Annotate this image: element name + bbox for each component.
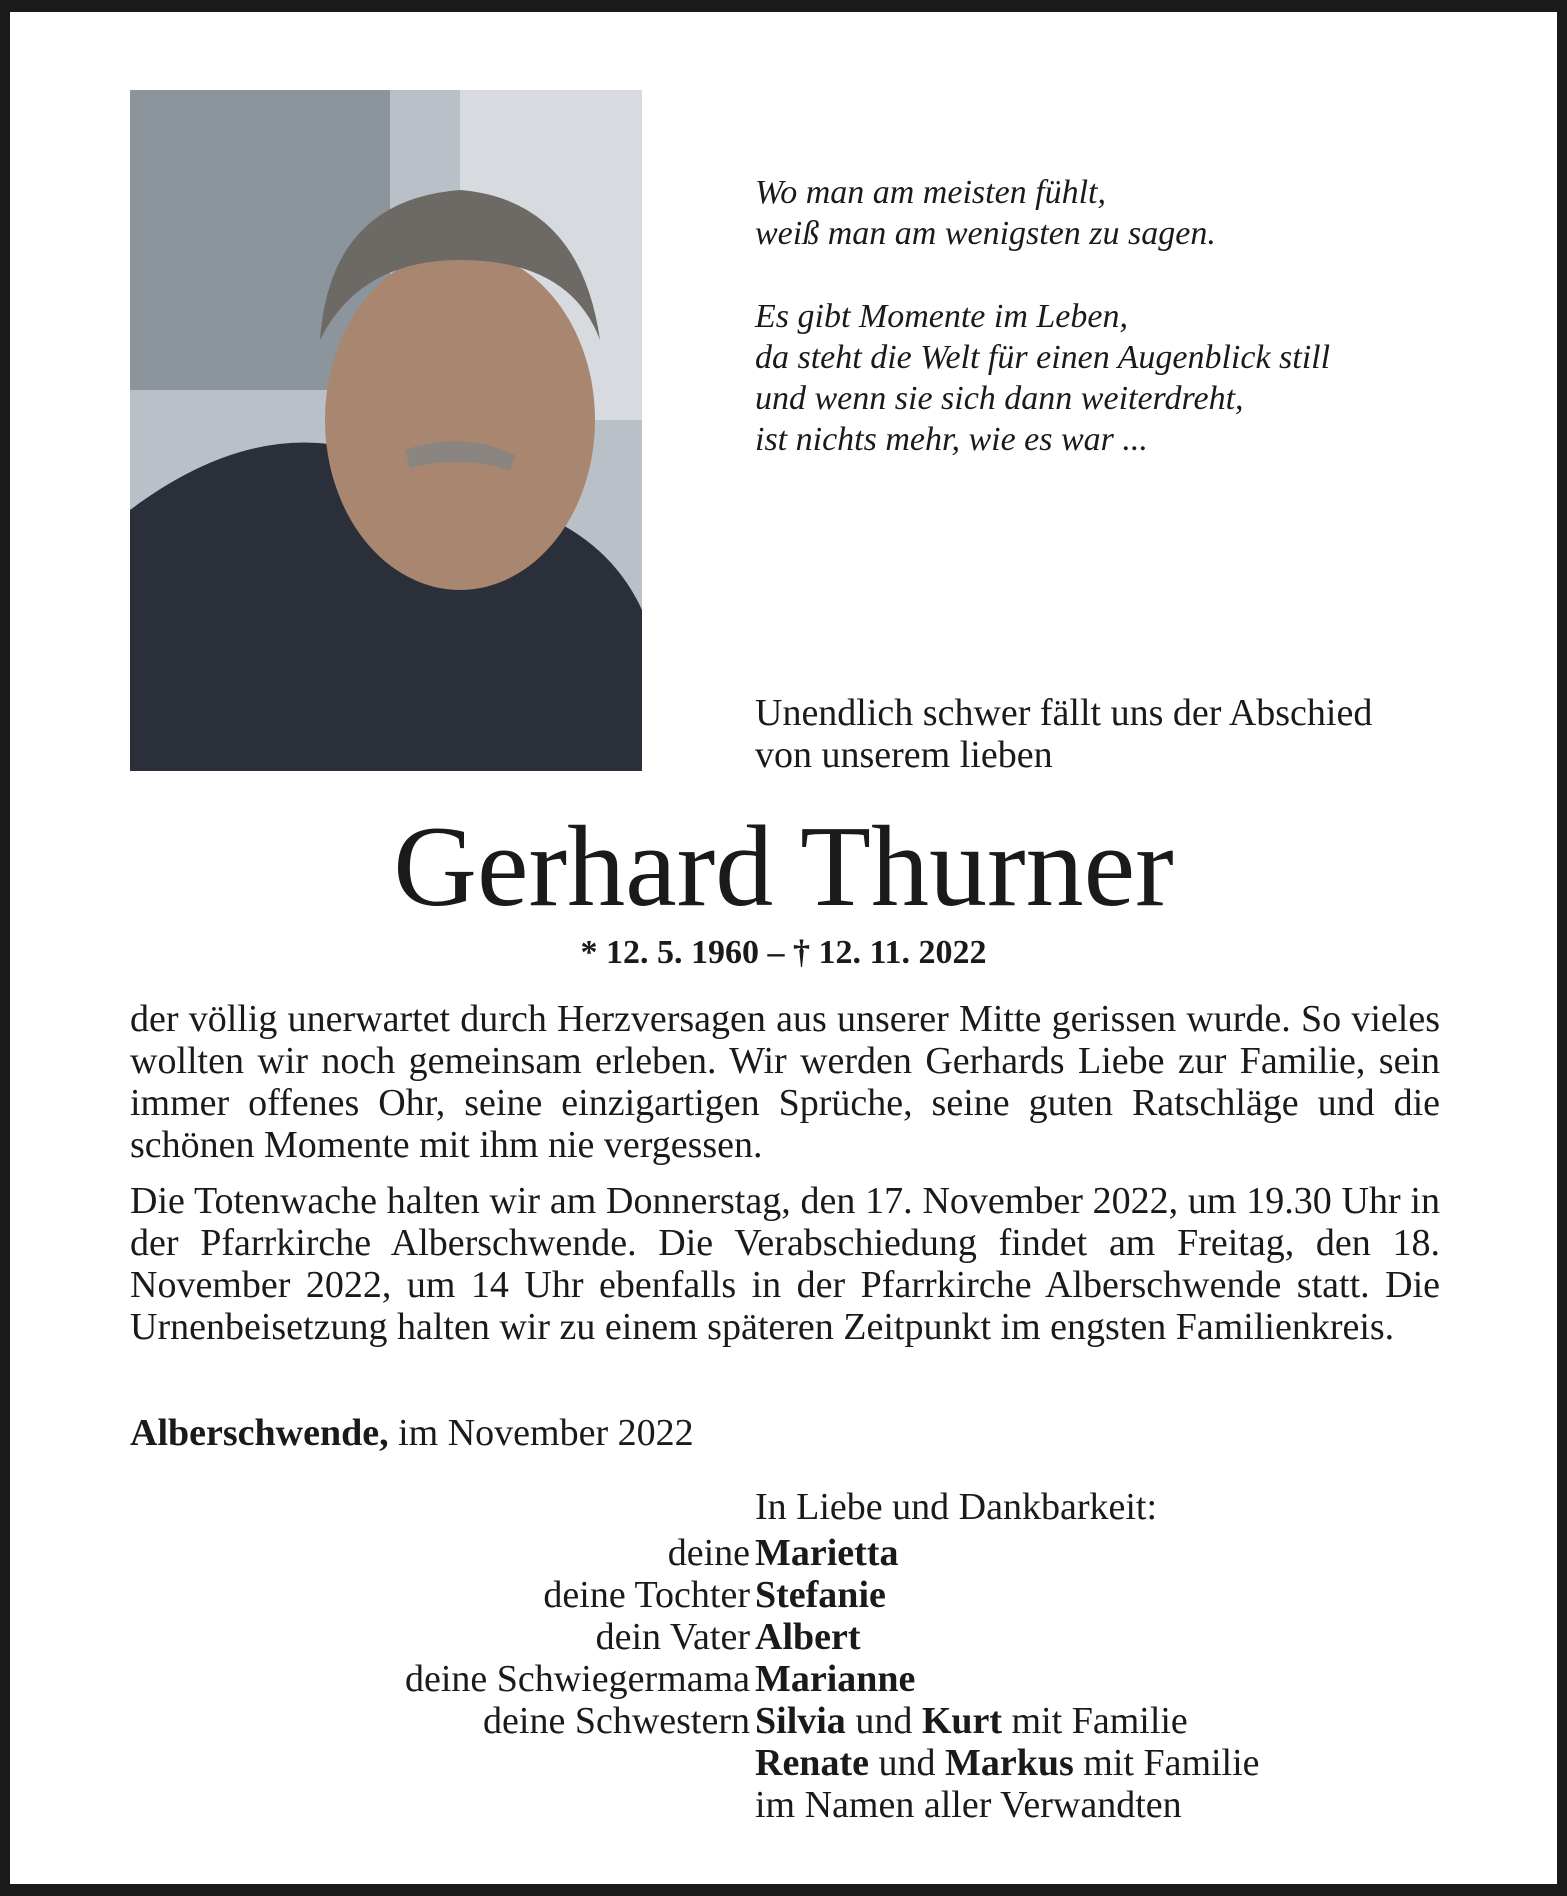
relative-name: Albert (755, 1616, 861, 1658)
relative-name: Marianne (755, 1658, 916, 1700)
relative-name: Silvia (755, 1700, 846, 1742)
intro-line: von unserem lieben (755, 734, 1053, 776)
relation-label: deine (667, 1532, 750, 1574)
poem-line: weiß man am wenigsten zu sagen. (755, 215, 1216, 252)
family-row (10, 1532, 1557, 1574)
relative-name: Renate (755, 1742, 869, 1784)
deceased-name: Gerhard Thurner (393, 803, 1174, 931)
relation-label: deine Tochter (543, 1574, 750, 1616)
obituary-page (10, 12, 1557, 1884)
relation-label: dein Vater (595, 1616, 750, 1658)
suffix-text: mit Familie (1073, 1742, 1260, 1784)
place: Alberschwende, (130, 1412, 389, 1454)
footer-text: im Namen aller Verwandten (755, 1784, 1182, 1826)
paragraph-2: Die Totenwache halten wir am Donnerstag, den 17. November 2022, um 19.30 Uhr in der Pfarrkirche Alberschwende. Die Verabschiedung findet am Freitag, den 18. November 2022, um 14 Uhr ebenfalls in der Pfarrkirche Alberschwende statt. Die Urnenbeisetzung halten wir zu einem späteren Zeitpunkt im engsten Familienkreis. (130, 1180, 1440, 1348)
family-row (10, 1658, 1557, 1700)
relation-label: deine Schwestern (483, 1700, 750, 1742)
life-dates: * 12. 5. 1960 – † 12. 11. 2022 (580, 934, 987, 971)
poem-stanza-1 (755, 172, 1216, 254)
intro-line: Unendlich schwer fällt uns der Abschied (755, 692, 1373, 734)
poem-line: Es gibt Momente im Leben, (755, 298, 1128, 335)
portrait-photo (130, 90, 642, 771)
family-row (10, 1616, 1557, 1658)
relative-name: Stefanie (755, 1574, 886, 1616)
relative-name: Markus (944, 1742, 1074, 1784)
conjunction: und (845, 1700, 922, 1742)
family-row (10, 1742, 1557, 1784)
footer-row (10, 1784, 1557, 1826)
poem-line: Wo man am meisten fühlt, (755, 174, 1107, 211)
relation-label: deine Schwiegermama (404, 1658, 750, 1700)
relative-name: Kurt (921, 1700, 1003, 1742)
family-list (10, 1532, 1557, 1832)
place-date (130, 1412, 694, 1454)
poem-line: ist nichts mehr, wie es war ... (755, 421, 1148, 458)
intro-text (755, 692, 1372, 776)
poem-line: und wenn sie sich dann weiterdreht, (755, 380, 1244, 417)
conjunction: und (868, 1742, 945, 1784)
date-text: im November 2022 (388, 1412, 694, 1454)
relative-name: Marietta (755, 1532, 899, 1574)
family-row (10, 1700, 1557, 1742)
closing-text: In Liebe und Dankbarkeit: (755, 1486, 1158, 1528)
poem-stanza-2 (755, 296, 1330, 460)
poem-line: da steht die Welt für einen Augenblick still (755, 339, 1331, 376)
paragraph-1: der völlig unerwartet durch Herzversagen aus unserer Mitte gerissen wurde. So vieles wollten wir noch gemeinsam erleben. Wir werden Gerhards Liebe zur Familie, sein immer offenes Ohr, seine einzigartigen Sprüche, seine guten Ratschläge und die schönen Momente mit ihm nie vergessen. (130, 998, 1440, 1166)
family-row (10, 1574, 1557, 1616)
suffix-text: mit Familie (1002, 1700, 1188, 1742)
